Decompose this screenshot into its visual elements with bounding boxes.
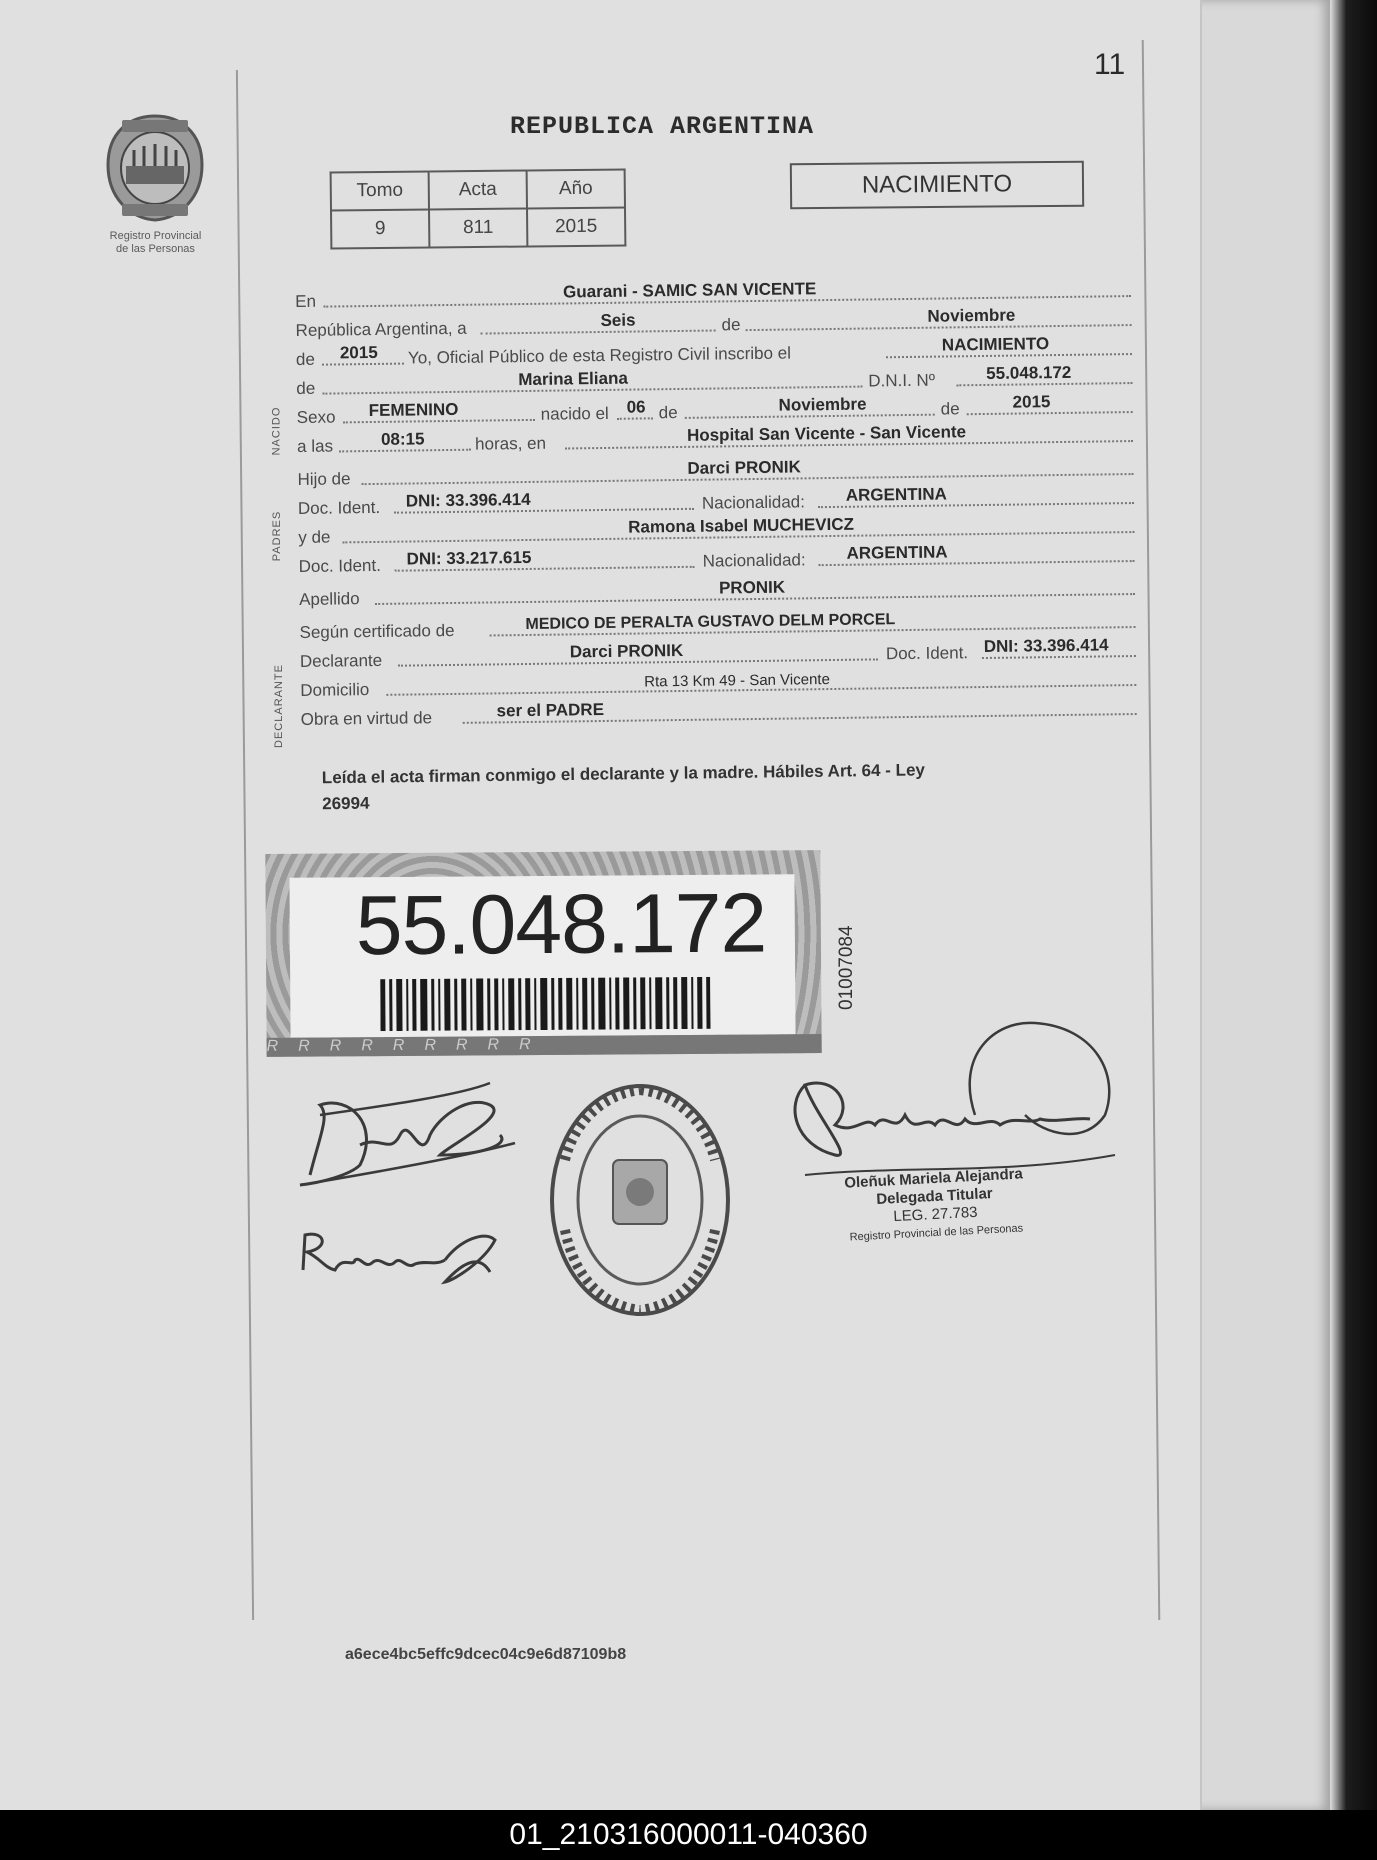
label-de-year: de [295,349,316,369]
reference-table [330,168,627,249]
ref-value-anio: 2015 [527,207,625,246]
value-name: Marina Eliana [518,368,628,390]
document-hash: a6ece4bc5effc9dcec04c9e6d87109b8 [345,1646,627,1663]
value-birth-year: 2015 [1012,392,1051,412]
official-stamp [808,1164,1061,1249]
label-y-de: y de [298,527,331,547]
label-a-las: a las [296,436,334,456]
label-de-name: de [296,378,316,398]
sticker-label [289,874,795,1038]
value-declarant-doc: DNI: 33.396.414 [983,635,1109,657]
value-day-word: Seis [600,310,636,331]
label-doc-ident: Doc. Ident. [297,497,381,518]
ref-header-anio: Año [527,169,625,208]
value-father-nat: ARGENTINA [845,484,947,505]
left-margin-line [236,70,254,1620]
ref-value-acta: 811 [429,208,527,247]
legal-text-line: 26994 [322,793,370,814]
official-org: Registro Provincial de las Personas [849,1222,1024,1244]
mother-signature-icon [295,1220,505,1290]
label-republica: República Argentina, a [295,318,467,340]
ref-header-tomo: Tomo [331,172,429,211]
barcode-icon [380,977,710,1031]
label-de-month: de [658,403,678,423]
ref-header-acta: Acta [429,170,527,209]
label-domicilio: Domicilio [300,680,370,700]
official-name: Oleñuk Mariela Alejandra [843,1165,1024,1192]
certificate-form [295,274,1151,732]
value-by-virtue: ser el PADRE [496,699,605,721]
value-certificate: MEDICO DE PERALTA GUSTAVO DELM PORCEL [525,611,896,634]
logo-caption [88,230,223,256]
section-label-birth: NACIDO [270,406,283,456]
label-nacido: nacido el [540,403,609,424]
label-obra: Obra en virtud de [300,708,433,729]
province-crest-icon [100,110,210,225]
value-birth-day: 06 [626,397,646,417]
sticker-serial: 01007084 [836,925,857,1010]
value-year: 2015 [339,342,378,363]
value-address: Rta 13 Km 49 - San Vicente [644,671,830,691]
document-title: REPUBLICA ARGENTINA [510,112,815,141]
value-surname: PRONIK [718,577,786,598]
label-sexo: Sexo [296,407,336,427]
label-nacionalidad: Nacionalidad: [702,550,806,571]
official-seal-icon [545,1080,735,1320]
value-mother-doc: DNI: 33.217.615 [406,547,532,569]
value-act: NACIMIENTO [941,334,1050,355]
label-doc-ident-decl: Doc. Ident. [885,643,969,664]
dotted-line [617,417,653,419]
logo-caption-line: Registro Provincial [109,230,202,242]
sticker-number: 55.048.172 [355,875,767,973]
label-apellido: Apellido [298,589,360,609]
legal-text [322,755,1133,818]
section-label-declarant: DECLARANTE [272,664,285,748]
dni-sticker [265,850,821,1057]
value-birth-place: Hospital San Vicente - San Vicente [686,422,967,445]
value-father-doc: DNI: 33.396.414 [405,489,531,511]
label-hijo-de: Hijo de [297,469,351,489]
label-en: En [295,291,317,311]
value-mother-nat: ARGENTINA [846,542,948,563]
label-segun: Según certificado de [299,620,455,642]
legal-text-line: Leída el acta firman conmigo el declarante y la madre. Hábiles Art. 64 - Ley [321,760,926,788]
value-time: 08:15 [380,429,425,449]
value-declarant: Darci PRONIK [569,640,684,662]
value-mother: Ramona Isabel MUCHEVICZ [628,514,855,537]
sticker-strip: RRRRRRRRR [267,1034,822,1057]
value-month: Noviembre [927,305,1016,326]
logo-caption-line: de las Personas [116,243,195,255]
footer-identifier: 01_210316000011-040360 [0,1810,1377,1860]
ref-value-tomo: 9 [331,210,429,249]
label-horas: horas, en [474,433,547,454]
label-dni: D.N.I. Nº [868,370,936,391]
value-sex: FEMENINO [368,399,459,421]
label-declarante: Declarante [299,650,383,671]
official-role: Delegada Titular [875,1184,994,1209]
label-de: de [721,315,741,335]
record-type-box: NACIMIENTO [790,161,1084,210]
section-label-parents: PADRES [271,510,284,562]
label-nacionalidad: Nacionalidad: [701,492,806,513]
value-birth-month: Noviembre [778,394,867,415]
page-number: 11 [1094,48,1126,81]
father-signature-icon [290,1075,530,1195]
official-leg: LEG. 27.783 [892,1203,978,1226]
label-doc-ident: Doc. Ident. [298,555,382,576]
value-dni: 55.048.172 [986,362,1072,383]
label-de-year2: de [940,399,960,419]
label-oficial: Yo, Oficial Público de esta Registro Civil inscribo el [407,343,792,368]
value-father: Darci PRONIK [687,457,801,478]
dotted-line [481,329,716,334]
value-place: Guarani - SAMIC SAN VICENTE [562,279,817,302]
